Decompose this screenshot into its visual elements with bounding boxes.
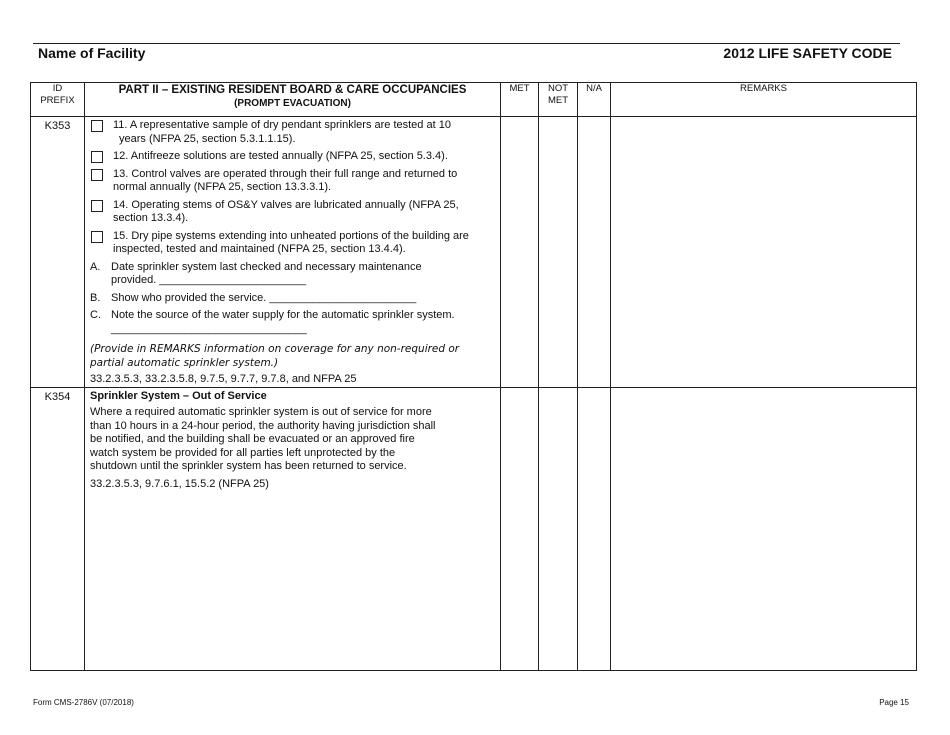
k353-not-met-cell[interactable]	[539, 117, 578, 388]
item-c	[90, 309, 497, 336]
checklist-item	[90, 168, 497, 195]
item-14-line2: section 13.3.4).	[113, 212, 189, 224]
k353-row	[31, 117, 917, 388]
survey-table	[30, 82, 917, 671]
k353-id: K353	[31, 117, 85, 388]
id-header-line: ID	[52, 83, 63, 94]
not-met-line1: NOT	[547, 83, 569, 94]
na-header: N/A	[578, 83, 611, 117]
item-a	[90, 261, 497, 288]
k353-references: 33.2.3.5.3, 33.2.3.5.8, 9.7.5, 9.7.7, 9.7.8, and NFPA 25	[90, 373, 357, 385]
k354-line: be notified, and the building shall be evacuated or an approved fire	[90, 433, 415, 445]
k354-na-cell[interactable]	[578, 387, 611, 671]
not-met-header	[539, 83, 578, 117]
k354-not-met-cell[interactable]	[539, 387, 578, 671]
item-11-line2: years (NFPA 25, section 5.3.1.1.15).	[119, 132, 296, 145]
met-header: MET	[501, 83, 539, 117]
note-line1: (Provide in REMARKS information on coverage for any non-required or	[90, 343, 460, 355]
prefix-header-line: PREFIX	[40, 95, 75, 106]
form-id: Form CMS-2786V (07/2018)	[33, 698, 134, 707]
item-c-text	[111, 309, 497, 336]
k354-line: than 10 hours in a 24-hour period, the authority having jurisdiction shall	[90, 419, 436, 432]
water-supply-field[interactable]: ________________________________	[111, 322, 307, 335]
checklist-item	[90, 199, 497, 226]
k353-na-cell[interactable]	[578, 117, 611, 388]
k354-paragraph	[90, 406, 497, 474]
k354-line: Where a required automatic sprinkler system is out of service for more	[90, 406, 432, 418]
item-11-checkbox[interactable]	[91, 120, 103, 132]
k354-id: K354	[31, 387, 85, 671]
item-14-checkbox[interactable]	[91, 200, 103, 212]
checklist-item	[90, 150, 497, 164]
k354-body	[85, 387, 501, 671]
note-line2: partial automatic sprinkler system.)	[90, 357, 279, 369]
k354-row	[31, 387, 917, 671]
k353-remarks-cell[interactable]	[611, 117, 917, 388]
id-prefix-header	[31, 83, 85, 117]
item-14-line1: 14. Operating stems of OS&Y valves are lubricated annually (NFPA 25,	[113, 198, 459, 211]
item-13-line2: normal annually (NFPA 25, section 13.3.3.1).	[113, 181, 332, 193]
item-c-line1: Note the source of the water supply for the automatic sprinkler system.	[111, 309, 455, 321]
item-a-line1: Date sprinkler system last checked and necessary maintenance	[111, 260, 422, 273]
item-15-text	[113, 230, 497, 257]
not-met-line2: MET	[547, 95, 569, 106]
remarks-header: REMARKS	[611, 83, 917, 117]
code-title: 2012 LIFE SAFETY CODE	[723, 45, 892, 61]
part-title: PART II – EXISTING RESIDENT BOARD & CARE OCCUPANCIES	[118, 84, 467, 96]
page-number: Page 15	[879, 698, 909, 707]
k354-title: Sprinkler System – Out of Service	[90, 389, 267, 402]
k354-line: shutdown until the sprinkler system has been returned to service.	[90, 460, 407, 472]
facility-name-label: Name of Facility	[38, 45, 146, 61]
item-15-checkbox[interactable]	[91, 231, 103, 243]
k353-body	[85, 117, 501, 388]
item-11-line1: 11. A representative sample of dry pendant sprinklers are tested at 10	[113, 119, 451, 131]
k354-met-cell[interactable]	[501, 387, 539, 671]
item-13-checkbox[interactable]	[91, 169, 103, 181]
item-12-text: 12. Antifreeze solutions are tested annually (NFPA 25, section 5.3.4).	[113, 150, 448, 162]
item-15-line2: inspected, tested and maintained (NFPA 25, section 13.4.4).	[113, 243, 406, 255]
item-12-checkbox[interactable]	[91, 151, 103, 163]
table-header-row	[31, 83, 917, 117]
service-provider-field[interactable]: Show who provided the service. ________________________	[111, 291, 417, 304]
item-c-letter: C.	[90, 309, 101, 321]
header-rule	[33, 43, 900, 44]
item-b-letter: B.	[90, 291, 101, 304]
checklist-item	[90, 230, 497, 257]
last-checked-date-field[interactable]: provided. ________________________	[111, 274, 307, 286]
remarks-note	[90, 342, 497, 370]
item-15-line1: 15. Dry pipe systems extending into unheated portions of the building are	[113, 229, 469, 242]
checklist-item	[90, 119, 497, 146]
item-14-text	[113, 199, 497, 226]
k354-references: 33.2.3.5.3, 9.7.6.1, 15.5.2 (NFPA 25)	[90, 477, 269, 490]
item-b	[90, 292, 497, 306]
item-11-text	[113, 119, 497, 146]
item-a-letter: A.	[90, 260, 101, 273]
k354-line: watch system be provided for all parties left unprotected by the	[90, 446, 396, 459]
item-a-text	[111, 261, 497, 288]
k354-remarks-cell[interactable]	[611, 387, 917, 671]
item-13-text	[113, 168, 497, 195]
item-13-line1: 13. Control valves are operated through their full range and returned to	[113, 167, 458, 180]
k353-met-cell[interactable]	[501, 117, 539, 388]
part-header	[85, 83, 501, 117]
part-subtitle: (PROMPT EVACUATION)	[234, 98, 351, 109]
